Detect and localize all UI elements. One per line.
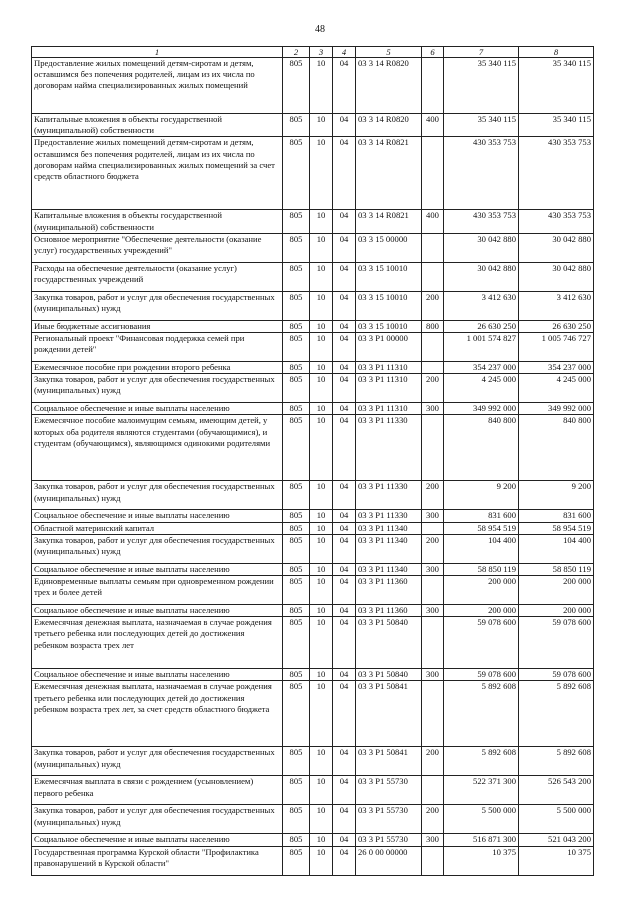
row-expense-type xyxy=(422,333,444,362)
row-ministry-code: 805 xyxy=(283,681,310,747)
row-ministry-code: 805 xyxy=(283,617,310,669)
row-ministry-code: 805 xyxy=(283,333,310,362)
row-expense-type xyxy=(422,681,444,747)
row-expense-type xyxy=(422,262,444,291)
row-name: Социальное обеспечение и иные выплаты населению xyxy=(32,669,283,681)
row-subsection: 04 xyxy=(333,669,356,681)
row-sum-1: 35 340 115 xyxy=(444,114,519,137)
header-cell: 8 xyxy=(519,47,594,58)
row-sum-1: 58 850 119 xyxy=(444,563,519,575)
table-row xyxy=(32,114,594,137)
row-sum-2: 30 042 880 xyxy=(519,233,594,262)
row-section: 10 xyxy=(310,233,333,262)
row-section: 10 xyxy=(310,747,333,776)
table-body xyxy=(32,58,594,876)
row-section: 10 xyxy=(310,481,333,510)
row-target-code: 03 3 15 00000 xyxy=(356,233,422,262)
header-cell: 5 xyxy=(356,47,422,58)
row-target-code: 03 3 P1 11330 xyxy=(356,481,422,510)
header-row xyxy=(32,47,594,58)
row-sum-2: 430 353 753 xyxy=(519,137,594,210)
row-subsection: 04 xyxy=(333,403,356,415)
row-sum-1: 5 892 608 xyxy=(444,681,519,747)
row-sum-1: 840 800 xyxy=(444,415,519,481)
row-ministry-code: 805 xyxy=(283,233,310,262)
row-ministry-code: 805 xyxy=(283,747,310,776)
row-subsection: 04 xyxy=(333,137,356,210)
row-name: Расходы на обеспечение деятельности (оказание услуг) государственных учреждений xyxy=(32,262,283,291)
row-expense-type: 200 xyxy=(422,805,444,834)
table-row xyxy=(32,137,594,210)
row-ministry-code: 805 xyxy=(283,58,310,114)
table-row xyxy=(32,563,594,575)
row-sum-2: 349 992 000 xyxy=(519,403,594,415)
row-sum-2: 200 000 xyxy=(519,576,594,605)
row-name: Основное мероприятие "Обеспечение деятельности (оказание услуг) государственных учреждений" xyxy=(32,233,283,262)
row-target-code: 03 3 P1 50841 xyxy=(356,747,422,776)
row-sum-1: 58 954 519 xyxy=(444,522,519,534)
table-row xyxy=(32,669,594,681)
row-name: Закупка товаров, работ и услуг для обеспечения государственных (муниципальных) нужд xyxy=(32,747,283,776)
header-cell: 3 xyxy=(310,47,333,58)
row-sum-1: 5 892 608 xyxy=(444,747,519,776)
row-sum-2: 5 892 608 xyxy=(519,681,594,747)
row-name: Региональный проект "Финансовая поддержка семей при рождении детей" xyxy=(32,333,283,362)
row-name: Ежемесячное пособие малоимущим семьям, имеющим детей, у которых оба родителя являются студентами (обучающимися), и студентам (обучающимся), являющимся одинокими родителями xyxy=(32,415,283,481)
row-section: 10 xyxy=(310,333,333,362)
row-subsection: 04 xyxy=(333,576,356,605)
row-expense-type xyxy=(422,362,444,374)
row-target-code: 03 3 P1 00000 xyxy=(356,333,422,362)
row-target-code: 03 3 15 10010 xyxy=(356,291,422,320)
row-target-code: 03 3 15 10010 xyxy=(356,320,422,332)
row-section: 10 xyxy=(310,681,333,747)
row-target-code: 03 3 14 R0820 xyxy=(356,114,422,137)
row-name: Социальное обеспечение и иные выплаты населению xyxy=(32,510,283,522)
row-subsection: 04 xyxy=(333,846,356,875)
row-target-code: 03 3 14 R0821 xyxy=(356,210,422,233)
row-subsection: 04 xyxy=(333,776,356,805)
row-section: 10 xyxy=(310,846,333,875)
row-name: Социальное обеспечение и иные выплаты населению xyxy=(32,834,283,846)
row-sum-2: 58 850 119 xyxy=(519,563,594,575)
row-section: 10 xyxy=(310,576,333,605)
row-name: Закупка товаров, работ и услуг для обеспечения государственных (муниципальных) нужд xyxy=(32,534,283,563)
row-sum-2: 521 043 200 xyxy=(519,834,594,846)
row-target-code: 03 3 P1 50840 xyxy=(356,669,422,681)
header-cell: 1 xyxy=(32,47,283,58)
row-sum-1: 10 375 xyxy=(444,846,519,875)
row-subsection: 04 xyxy=(333,262,356,291)
row-subsection: 04 xyxy=(333,747,356,776)
row-sum-1: 35 340 115 xyxy=(444,58,519,114)
row-ministry-code: 805 xyxy=(283,262,310,291)
row-section: 10 xyxy=(310,776,333,805)
row-ministry-code: 805 xyxy=(283,481,310,510)
row-sum-1: 831 600 xyxy=(444,510,519,522)
row-sum-1: 522 371 300 xyxy=(444,776,519,805)
row-ministry-code: 805 xyxy=(283,669,310,681)
row-section: 10 xyxy=(310,534,333,563)
row-target-code: 03 3 P1 11360 xyxy=(356,576,422,605)
row-section: 10 xyxy=(310,210,333,233)
row-subsection: 04 xyxy=(333,114,356,137)
row-sum-2: 59 078 600 xyxy=(519,669,594,681)
row-sum-2: 59 078 600 xyxy=(519,617,594,669)
row-subsection: 04 xyxy=(333,333,356,362)
row-ministry-code: 805 xyxy=(283,210,310,233)
page-number: 48 xyxy=(315,24,325,35)
row-ministry-code: 805 xyxy=(283,510,310,522)
table-row xyxy=(32,362,594,374)
row-section: 10 xyxy=(310,834,333,846)
table-row xyxy=(32,481,594,510)
row-expense-type xyxy=(422,58,444,114)
table-row xyxy=(32,374,594,403)
table-row xyxy=(32,58,594,114)
row-expense-type xyxy=(422,776,444,805)
row-name: Областной материнский капитал xyxy=(32,522,283,534)
row-subsection: 04 xyxy=(333,233,356,262)
row-expense-type xyxy=(422,415,444,481)
row-target-code: 03 3 P1 11330 xyxy=(356,510,422,522)
header-cell: 7 xyxy=(444,47,519,58)
table-row xyxy=(32,510,594,522)
row-expense-type: 800 xyxy=(422,320,444,332)
row-sum-2: 354 237 000 xyxy=(519,362,594,374)
table-row xyxy=(32,605,594,617)
row-name: Закупка товаров, работ и услуг для обеспечения государственных (муниципальных) нужд xyxy=(32,805,283,834)
row-target-code: 03 3 14 R0820 xyxy=(356,58,422,114)
row-target-code: 03 3 P1 55730 xyxy=(356,805,422,834)
row-ministry-code: 805 xyxy=(283,362,310,374)
row-name: Предоставление жилых помещений детям-сиротам и детям, оставшимся без попечения родителей, лицам из их числа по договорам найма специализированных жилых помещений за счет средств областного бюджета xyxy=(32,137,283,210)
row-sum-1: 104 400 xyxy=(444,534,519,563)
table-row xyxy=(32,415,594,481)
row-ministry-code: 805 xyxy=(283,114,310,137)
row-sum-2: 26 630 250 xyxy=(519,320,594,332)
row-subsection: 04 xyxy=(333,563,356,575)
row-sum-2: 840 800 xyxy=(519,415,594,481)
row-name: Ежемесячная выплата в связи с рождением (усыновлением) первого ребенка xyxy=(32,776,283,805)
header-cell: 2 xyxy=(283,47,310,58)
row-ministry-code: 805 xyxy=(283,563,310,575)
row-ministry-code: 805 xyxy=(283,846,310,875)
row-name: Единовременные выплаты семьям при одновременном рождении трех и более детей xyxy=(32,576,283,605)
row-expense-type xyxy=(422,617,444,669)
budget-table xyxy=(31,46,594,876)
row-sum-1: 349 992 000 xyxy=(444,403,519,415)
row-section: 10 xyxy=(310,262,333,291)
row-ministry-code: 805 xyxy=(283,291,310,320)
row-target-code: 03 3 P1 55730 xyxy=(356,834,422,846)
row-name: Ежемесячное пособие при рождении второго ребенка xyxy=(32,362,283,374)
row-section: 10 xyxy=(310,605,333,617)
row-sum-1: 354 237 000 xyxy=(444,362,519,374)
row-target-code: 03 3 P1 11330 xyxy=(356,415,422,481)
row-expense-type: 200 xyxy=(422,747,444,776)
row-subsection: 04 xyxy=(333,374,356,403)
table-row xyxy=(32,233,594,262)
row-sum-1: 5 500 000 xyxy=(444,805,519,834)
row-section: 10 xyxy=(310,114,333,137)
row-sum-2: 30 042 880 xyxy=(519,262,594,291)
row-sum-1: 516 871 300 xyxy=(444,834,519,846)
row-sum-2: 200 000 xyxy=(519,605,594,617)
row-target-code: 03 3 P1 11310 xyxy=(356,374,422,403)
row-subsection: 04 xyxy=(333,681,356,747)
row-section: 10 xyxy=(310,291,333,320)
row-subsection: 04 xyxy=(333,510,356,522)
row-sum-2: 35 340 115 xyxy=(519,58,594,114)
row-expense-type: 400 xyxy=(422,210,444,233)
row-expense-type: 300 xyxy=(422,669,444,681)
row-expense-type: 200 xyxy=(422,481,444,510)
row-ministry-code: 805 xyxy=(283,415,310,481)
row-sum-1: 59 078 600 xyxy=(444,617,519,669)
row-expense-type: 200 xyxy=(422,534,444,563)
row-sum-2: 5 892 608 xyxy=(519,747,594,776)
row-sum-2: 104 400 xyxy=(519,534,594,563)
row-section: 10 xyxy=(310,403,333,415)
row-target-code: 03 3 15 10010 xyxy=(356,262,422,291)
row-expense-type: 200 xyxy=(422,291,444,320)
row-subsection: 04 xyxy=(333,291,356,320)
row-target-code: 03 3 P1 50841 xyxy=(356,681,422,747)
row-sum-1: 4 245 000 xyxy=(444,374,519,403)
row-section: 10 xyxy=(310,374,333,403)
row-target-code: 26 0 00 00000 xyxy=(356,846,422,875)
row-name: Иные бюджетные ассигнования xyxy=(32,320,283,332)
row-target-code: 03 3 P1 50840 xyxy=(356,617,422,669)
row-target-code: 03 3 P1 11340 xyxy=(356,563,422,575)
row-subsection: 04 xyxy=(333,834,356,846)
row-sum-1: 200 000 xyxy=(444,605,519,617)
table-row xyxy=(32,403,594,415)
row-target-code: 03 3 P1 11340 xyxy=(356,534,422,563)
row-sum-1: 430 353 753 xyxy=(444,137,519,210)
row-sum-1: 200 000 xyxy=(444,576,519,605)
row-section: 10 xyxy=(310,805,333,834)
row-name: Капитальные вложения в объекты государственной (муниципальной) собственности xyxy=(32,114,283,137)
row-section: 10 xyxy=(310,362,333,374)
row-sum-2: 430 353 753 xyxy=(519,210,594,233)
table-row xyxy=(32,776,594,805)
row-target-code: 03 3 P1 55730 xyxy=(356,776,422,805)
row-target-code: 03 3 P1 11360 xyxy=(356,605,422,617)
row-subsection: 04 xyxy=(333,617,356,669)
row-name: Ежемесячная денежная выплата, назначаемая в случае рождения третьего ребенка или последующих детей до достижения ребенком возраста трех лет, за счет средств областного бюджета xyxy=(32,681,283,747)
row-sum-1: 3 412 630 xyxy=(444,291,519,320)
row-sum-2: 58 954 519 xyxy=(519,522,594,534)
table-row xyxy=(32,805,594,834)
table-row xyxy=(32,846,594,875)
row-sum-2: 3 412 630 xyxy=(519,291,594,320)
table-row xyxy=(32,576,594,605)
row-subsection: 04 xyxy=(333,210,356,233)
row-sum-1: 30 042 880 xyxy=(444,262,519,291)
row-sum-1: 1 001 574 827 xyxy=(444,333,519,362)
row-ministry-code: 805 xyxy=(283,776,310,805)
row-subsection: 04 xyxy=(333,58,356,114)
row-expense-type: 300 xyxy=(422,563,444,575)
row-ministry-code: 805 xyxy=(283,834,310,846)
row-sum-1: 59 078 600 xyxy=(444,669,519,681)
row-expense-type xyxy=(422,233,444,262)
table-row xyxy=(32,617,594,669)
row-subsection: 04 xyxy=(333,415,356,481)
row-expense-type xyxy=(422,137,444,210)
table-row xyxy=(32,262,594,291)
row-name: Закупка товаров, работ и услуг для обеспечения государственных (муниципальных) нужд xyxy=(32,291,283,320)
row-section: 10 xyxy=(310,58,333,114)
row-expense-type: 300 xyxy=(422,605,444,617)
row-section: 10 xyxy=(310,415,333,481)
row-name: Государственная программа Курской области "Профилактика правонарушений в Курской области" xyxy=(32,846,283,875)
row-subsection: 04 xyxy=(333,605,356,617)
row-expense-type: 300 xyxy=(422,834,444,846)
row-name: Социальное обеспечение и иные выплаты населению xyxy=(32,605,283,617)
row-target-code: 03 3 14 R0821 xyxy=(356,137,422,210)
row-section: 10 xyxy=(310,510,333,522)
table-row xyxy=(32,333,594,362)
row-sum-2: 10 375 xyxy=(519,846,594,875)
row-sum-1: 30 042 880 xyxy=(444,233,519,262)
table-row xyxy=(32,681,594,747)
table-row xyxy=(32,522,594,534)
row-expense-type: 200 xyxy=(422,374,444,403)
table-row xyxy=(32,291,594,320)
row-target-code: 03 3 P1 11310 xyxy=(356,403,422,415)
row-subsection: 04 xyxy=(333,805,356,834)
row-section: 10 xyxy=(310,522,333,534)
row-section: 10 xyxy=(310,617,333,669)
row-target-code: 03 3 P1 11340 xyxy=(356,522,422,534)
row-ministry-code: 805 xyxy=(283,805,310,834)
row-subsection: 04 xyxy=(333,481,356,510)
row-expense-type: 300 xyxy=(422,510,444,522)
row-section: 10 xyxy=(310,320,333,332)
row-ministry-code: 805 xyxy=(283,534,310,563)
table-row xyxy=(32,320,594,332)
row-name: Закупка товаров, работ и услуг для обеспечения государственных (муниципальных) нужд xyxy=(32,481,283,510)
row-expense-type xyxy=(422,846,444,875)
table-row xyxy=(32,534,594,563)
row-subsection: 04 xyxy=(333,362,356,374)
row-sum-2: 5 500 000 xyxy=(519,805,594,834)
row-subsection: 04 xyxy=(333,320,356,332)
row-target-code: 03 3 P1 11310 xyxy=(356,362,422,374)
row-expense-type xyxy=(422,576,444,605)
row-sum-1: 26 630 250 xyxy=(444,320,519,332)
row-sum-2: 9 200 xyxy=(519,481,594,510)
row-name: Капитальные вложения в объекты государственной (муниципальной) собственности xyxy=(32,210,283,233)
row-subsection: 04 xyxy=(333,522,356,534)
row-section: 10 xyxy=(310,137,333,210)
row-name: Социальное обеспечение и иные выплаты населению xyxy=(32,563,283,575)
row-ministry-code: 805 xyxy=(283,522,310,534)
row-name: Предоставление жилых помещений детям-сиротам и детям, оставшимся без попечения родителей, лицам из их числа по договорам найма специализированных жилых помещений xyxy=(32,58,283,114)
row-sum-1: 9 200 xyxy=(444,481,519,510)
header-cell: 4 xyxy=(333,47,356,58)
row-ministry-code: 805 xyxy=(283,374,310,403)
row-ministry-code: 805 xyxy=(283,137,310,210)
row-name: Социальное обеспечение и иные выплаты населению xyxy=(32,403,283,415)
row-subsection: 04 xyxy=(333,534,356,563)
table-row xyxy=(32,834,594,846)
table-row xyxy=(32,747,594,776)
row-ministry-code: 805 xyxy=(283,576,310,605)
row-name: Ежемесячная денежная выплата, назначаемая в случае рождения третьего ребенка или последующих детей до достижения ребенком возраста трех лет xyxy=(32,617,283,669)
row-section: 10 xyxy=(310,669,333,681)
row-sum-1: 430 353 753 xyxy=(444,210,519,233)
table-row xyxy=(32,210,594,233)
header-cell: 6 xyxy=(422,47,444,58)
row-sum-2: 1 005 746 727 xyxy=(519,333,594,362)
row-section: 10 xyxy=(310,563,333,575)
row-sum-2: 831 600 xyxy=(519,510,594,522)
row-sum-2: 4 245 000 xyxy=(519,374,594,403)
row-ministry-code: 805 xyxy=(283,403,310,415)
row-ministry-code: 805 xyxy=(283,605,310,617)
row-ministry-code: 805 xyxy=(283,320,310,332)
row-expense-type: 400 xyxy=(422,114,444,137)
row-sum-2: 526 543 200 xyxy=(519,776,594,805)
row-expense-type: 300 xyxy=(422,403,444,415)
row-sum-2: 35 340 115 xyxy=(519,114,594,137)
row-name: Закупка товаров, работ и услуг для обеспечения государственных (муниципальных) нужд xyxy=(32,374,283,403)
row-expense-type xyxy=(422,522,444,534)
